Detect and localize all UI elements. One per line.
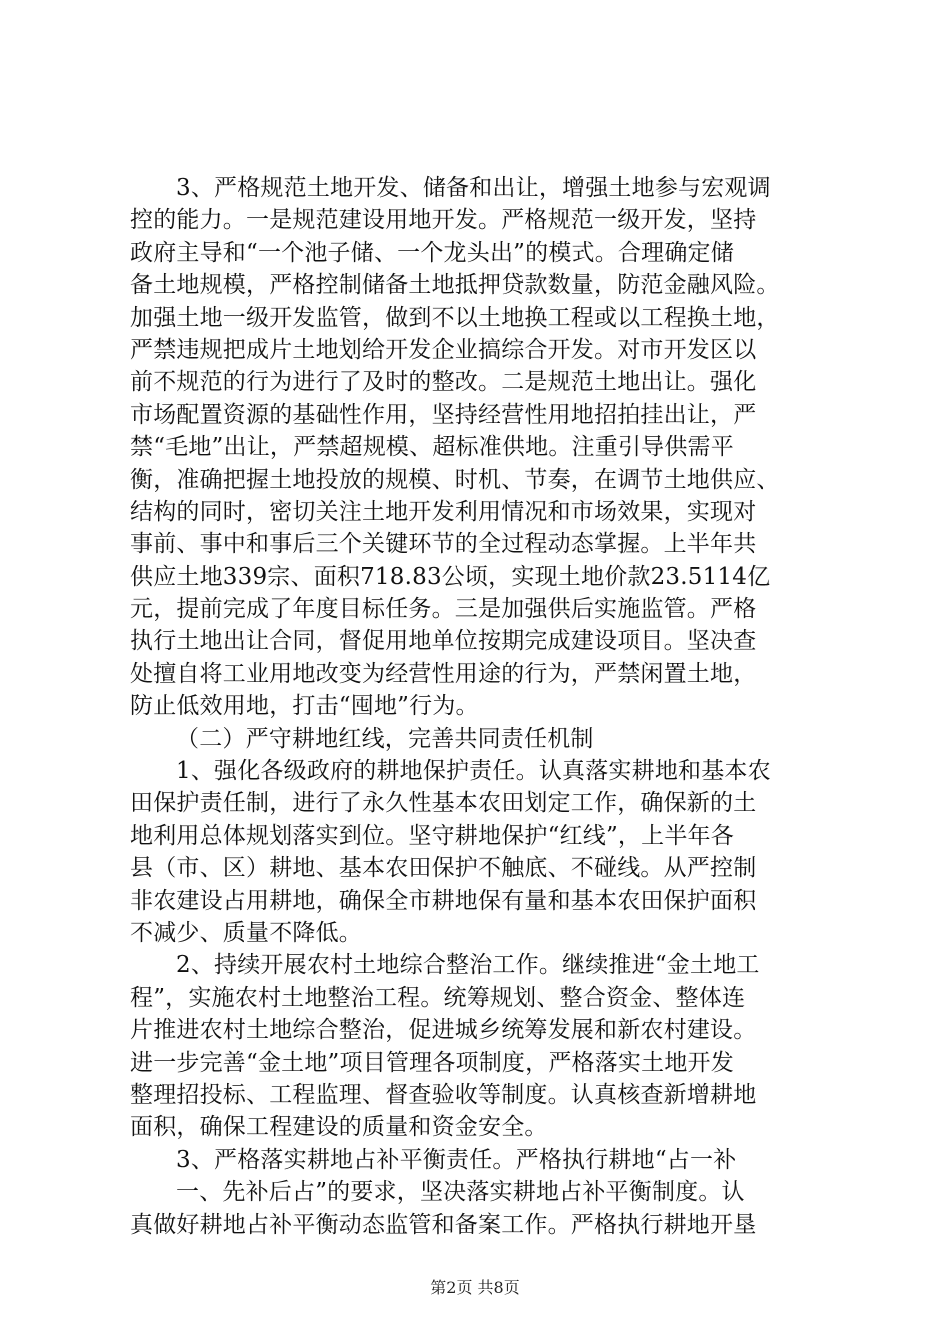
text-line: 非农建设占用耕地，确保全市耕地保有量和基本农田保护面积 [130,887,757,914]
text-line: 进一步完善“金土地”项目管理各项制度，严格落实土地开发 [130,1049,734,1076]
text-line: 片推进农村土地综合整治，促进城乡统筹发展和新农村建设。 [130,1017,757,1044]
text-line: 2、持续开展农村土地综合整治工作。继续推进“金土地工 [176,952,760,979]
text-line: 政府主导和“一个池子储、一个龙头出”的模式。合理确定储 [130,239,734,266]
text-line: 程”，实施农村土地整治工程。统筹规划、整合资金、整体连 [130,984,746,1011]
text-line: 真做好耕地占补平衡动态监管和备案工作。严格执行耕地开垦 [130,1211,757,1238]
text-line: 1、强化各级政府的耕地保护责任。认真落实耕地和基本农 [176,758,771,785]
text-line: 田保护责任制，进行了永久性基本农田划定工作，确保新的土 [130,790,757,817]
text-line: 地利用总体规划落实到位。坚守耕地保护“红线”，上半年各 [130,822,734,849]
text-line: 3、严格规范土地开发、储备和出让，增强土地参与宏观调 [176,175,771,201]
text-line: 严禁违规把成片土地划给开发企业搞综合开发。对市开发区以 [130,336,757,363]
text-line: 整理招投标、工程监理、督查验收等制度。认真核查新增耕地 [130,1081,757,1108]
text-line: 衡，准确把握土地投放的规模、时机、节奏，在调节土地供应、 [130,466,780,493]
document-body [130,172,850,1241]
text-line: 供应土地339宗、面积718.83公顷，实现土地价款23.5114亿 [130,563,771,590]
page-footer: 第2页 共8页 [430,1278,520,1297]
text-line: 一、先补后占”的要求，坚决落实耕地占补平衡制度。认 [176,1179,745,1206]
text-line: 处擅自将工业用地改变为经营性用途的行为，严禁闲置土地， [130,660,757,687]
text-line: 备土地规模，严格控制储备土地抵押贷款数量，防范金融风险。 [130,272,780,299]
text-line: 不减少、质量不降低。 [130,919,362,946]
text-line: （二）严守耕地红线，完善共同责任机制 [176,725,594,752]
text-line: 执行土地出让合同，督促用地单位按期完成建设项目。坚决查 [130,628,757,655]
text-line: 面积，确保工程建设的质量和资金安全。 [130,1114,548,1141]
text-line: 元，提前完成了年度目标任务。三是加强供后实施监管。严格 [130,596,757,623]
text-line: 禁“毛地”出让，严禁超规模、超标准供地。注重引导供需平 [130,434,734,461]
text-line: 加强土地一级开发监管，做到不以土地换工程或以工程换土地， [130,304,780,331]
text-line: 市场配置资源的基础性作用，坚持经营性用地招拍挂出让，严 [130,401,757,428]
text-line: 前不规范的行为进行了及时的整改。二是规范土地出让。强化 [130,369,757,396]
text-line: 控的能力。一是规范建设用地开发。严格规范一级开发，坚持 [130,207,757,234]
text-line: 防止低效用地，打击“囤地”行为。 [130,693,479,720]
text-line: 事前、事中和事后三个关键环节的全过程动态掌握。上半年共 [130,531,757,558]
text-line: 结构的同时，密切关注土地开发利用情况和市场效果，实现对 [130,498,757,525]
text-line: 3、严格落实耕地占补平衡责任。严格执行耕地“占一补 [176,1146,737,1173]
text-line: 县（市、区）耕地、基本农田保护不触底、不碰线。从严控制 [130,855,757,882]
